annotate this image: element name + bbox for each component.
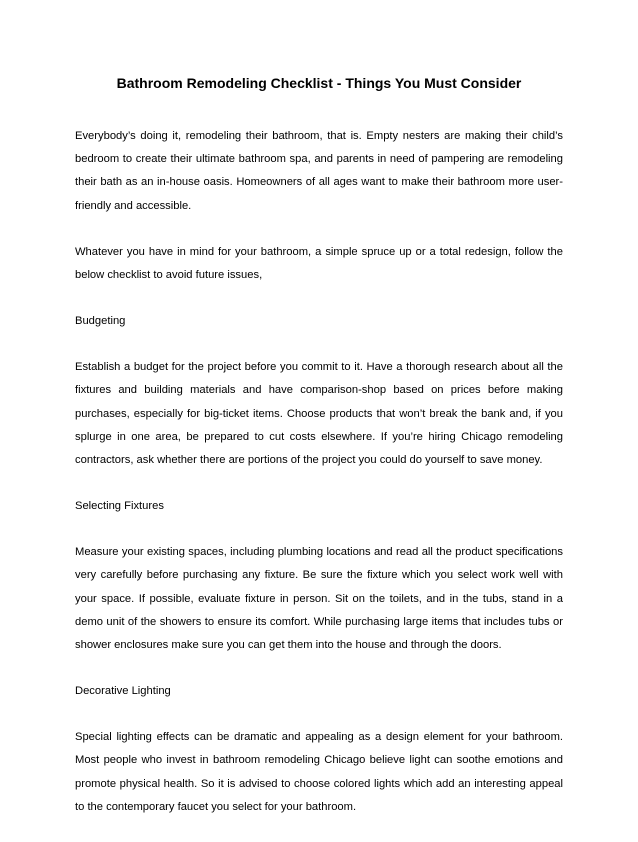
section-heading-selecting-fixtures: Selecting Fixtures	[75, 500, 164, 513]
document-page	[75, 74, 563, 842]
document-title: Bathroom Remodeling Checklist - Things You Must Consider	[116, 75, 522, 91]
section-body-selecting-fixtures: Measure your existing spaces, including plumbing locations and read all the product specifications very carefully before purchasing any fixture. Be sure the fixture which you select work well with your space. If possible, evaluate fixture in person. Sit on the toilets, and in the tubs, stand in a demo unit of the showers to ensure its comfort. While purchasing large items that includes tubs or shower enclosures make sure you can get them into the house and through the doors.	[75, 546, 563, 652]
section-body-decorative-lighting: Special lighting effects can be dramatic and appealing as a design element for your bathroom. Most people who invest in bathroom remodeling Chicago believe light can soothe emotions and promote physical health. So it is advised to choose colored lights which add an interesting appeal to the contemporary faucet you select for your bathroom.	[75, 731, 563, 813]
section-heading-decorative-lighting: Decorative Lighting	[75, 685, 171, 698]
intro-paragraph-2: Whatever you have in mind for your bathroom, a simple spruce up or a total redesign, follow the below checklist to avoid future issues,	[75, 245, 563, 282]
section-body-budgeting: Establish a budget for the project before you commit to it. Have a thorough research about all the fixtures and building materials and have comparison-shop based on prices before making purchases, especially for big-ticket items. Choose products that won’t break the bank and, if you splurge in one area, be prepared to cut costs elsewhere. If you’re hiring Chicago remodeling contractors, ask whether there are portions of the project you could do yourself to save money.	[75, 361, 563, 467]
section-heading-budgeting: Budgeting	[75, 315, 126, 328]
intro-paragraph-1: Everybody’s doing it, remodeling their bathroom, that is. Empty nesters are making their child’s bedroom to create their ultimate bathroom spa, and parents in need of pampering are remodeling their bath as an in-house oasis. Homeowners of all ages want to make their bathroom more user-friendly and accessible.	[75, 130, 563, 212]
